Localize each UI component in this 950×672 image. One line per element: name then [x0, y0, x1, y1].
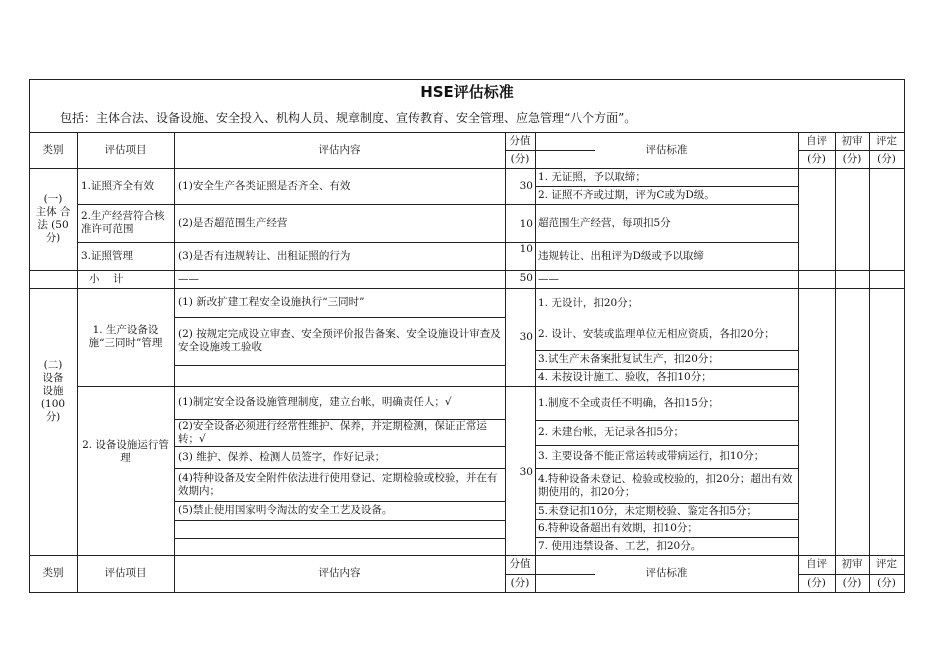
header-item: 评估项目 [104, 143, 147, 156]
header-first-review: 初审 [841, 134, 863, 147]
section1-standard-1b: 2. 证照不齐或过期，评为C或为D级。 [538, 188, 715, 201]
column-divider [798, 132, 799, 593]
header-content: 评估内容 [318, 143, 361, 156]
outer-top-border [29, 79, 905, 80]
footer-header-item: 评估项目 [104, 567, 147, 579]
header-final-eval: 评定 [876, 134, 897, 147]
header-score: 分值 [509, 134, 531, 147]
footer-header-first-review: 初审 [841, 558, 863, 570]
header-score-unit: (分) [510, 152, 530, 165]
row-divider [174, 520, 505, 521]
section2-g2-standard-1: 1.制度不全或责任不明确，各扣15分； [538, 396, 719, 409]
section2-g2-standard-4: 4.特种设备未登记、检验或校验的，扣20分；超出有效期使用的，扣20分； [538, 472, 793, 498]
section1-score-3: 10 [519, 243, 533, 255]
section2-g2-standard-7: 7. 使用违禁设备、工艺，扣20分。 [538, 539, 702, 552]
row-divider [174, 538, 505, 539]
section2-item-2: 2. 设备设施运行管理 [82, 438, 169, 464]
section2-g2-content-5: (5)禁止使用国家明令淘汰的安全工艺及设备。 [178, 504, 393, 516]
section2-g1-content-1: (1) 新改扩建工程安全设施执行“三同时” [178, 296, 365, 308]
section1-item-1: 1.证照齐全有效 [81, 179, 155, 192]
header-unit: (分) [877, 152, 896, 165]
section1-item-3: 3.证照管理 [81, 249, 134, 262]
section2-g1-standard-4: 4. 未按设计施工、验收，各扣10分； [538, 371, 712, 383]
header-unit: (分) [807, 152, 826, 165]
header-standard: 评估标准 [645, 143, 688, 156]
section1-content-1: (1)安全生产各类证照是否齐全、有效 [178, 179, 351, 192]
section2-g1-standard-1: 1. 无设计，扣20分； [538, 296, 639, 309]
footer-header-unit: (分) [842, 576, 862, 589]
section1-subtotal-content: —— [178, 272, 199, 285]
column-divider [869, 132, 870, 593]
row-divider [174, 365, 505, 366]
section1-subtotal-standard: —— [538, 272, 559, 285]
section2-g2-standard-2: 2. 未建台帐，无记录各扣5分； [538, 426, 685, 438]
section2-g2-standard-3: 3. 主要设备不能正常运转或带病运行，扣10分； [538, 450, 765, 462]
column-divider [835, 132, 836, 593]
section1-standard-2: 超范围生产经营，每项扣5分 [538, 216, 671, 229]
section1-score-2: 10 [519, 218, 533, 230]
section2-g1-standard-2: 2. 设计、安装或监理单位无相应资质，各扣20分； [538, 327, 775, 340]
section1-standard-1a: 1. 无证照，予以取缔； [538, 170, 646, 183]
column-divider [505, 132, 506, 593]
table-bottom-border [29, 592, 905, 593]
section1-content-2: (2)是否超范围生产经营 [178, 216, 288, 229]
evaluation-sheet [29, 79, 905, 593]
outer-right-border [904, 79, 905, 593]
footer-header-self-eval: 自评 [806, 558, 827, 570]
section2-g2-content-2: (2)安全设备必须进行经常性维护、保养，并定期检测，保证正常运转；√ [178, 419, 487, 445]
section1-content-3: (3)是否有违规转让、出租证照的行为 [178, 249, 351, 262]
section2-g2-content-4: (4)特种设备及安全附件依法进行使用登记、定期检验或校验，并在有效期内； [178, 471, 498, 497]
document-title: HSE评估标准 [420, 83, 514, 101]
footer-header-standard: 评估标准 [645, 567, 688, 579]
section1-category: (一) 主体 合 法 (50 分) [35, 193, 71, 244]
footer-header-score-unit: (分) [510, 576, 530, 589]
section2-g2-standard-6: 6.特种设备超出有效期，扣10分； [538, 521, 698, 534]
footer-header-unit: (分) [807, 576, 826, 589]
section1-subtotal-label: 小 计 [89, 272, 124, 285]
footer-header-score: 分值 [509, 558, 531, 570]
section1-standard-3: 违规转让、出租评为D级或予以取缔 [538, 249, 704, 262]
header-unit: (分) [842, 152, 862, 165]
footer-header-unit: (分) [877, 576, 896, 589]
header-category: 类别 [42, 143, 64, 156]
column-divider [174, 132, 175, 593]
section2-g2-content-1: (1)制定安全设备设施管理制度，建立台帐，明确责任人；√ [178, 396, 452, 408]
document-subtitle: 包括：主体合法、设备设施、安全投入、机构人员、规章制度、宣传教育、安全管理、应急管理“八个方面”。 [60, 111, 637, 125]
section2-g1-content-2: (2) 按规定完成设立审查、安全预评价报告备案、安全设施设计审查及安全设施竣工验收 [178, 328, 501, 353]
section2-item-1: 1. 生产设备设施“三同时”管理 [88, 324, 163, 349]
section2-g1-score: 30 [519, 331, 533, 343]
section2-category: (二) 设备 设施 (100 分) [40, 359, 66, 423]
section2-g2-score: 30 [519, 466, 533, 478]
header-self-eval: 自评 [806, 134, 827, 147]
column-divider [535, 132, 536, 593]
footer-header-content: 评估内容 [318, 567, 361, 579]
section1-score-1: 30 [519, 180, 533, 192]
section1-subtotal-score: 50 [519, 272, 533, 284]
section2-g2-standard-5: 5.未登记扣10分，未定期校验、鉴定各扣5分； [538, 504, 758, 517]
footer-header-final-eval: 评定 [876, 558, 897, 570]
section2-g1-standard-3: 3.试生产未备案批复试生产，扣20分； [538, 353, 719, 365]
section1-item-2: 2.生产经营符合核准许可范围 [81, 210, 165, 235]
section2-g2-content-3: (3) 维护、保养、检测人员签字，作好记录； [178, 450, 386, 463]
footer-header-category: 类别 [42, 567, 64, 579]
